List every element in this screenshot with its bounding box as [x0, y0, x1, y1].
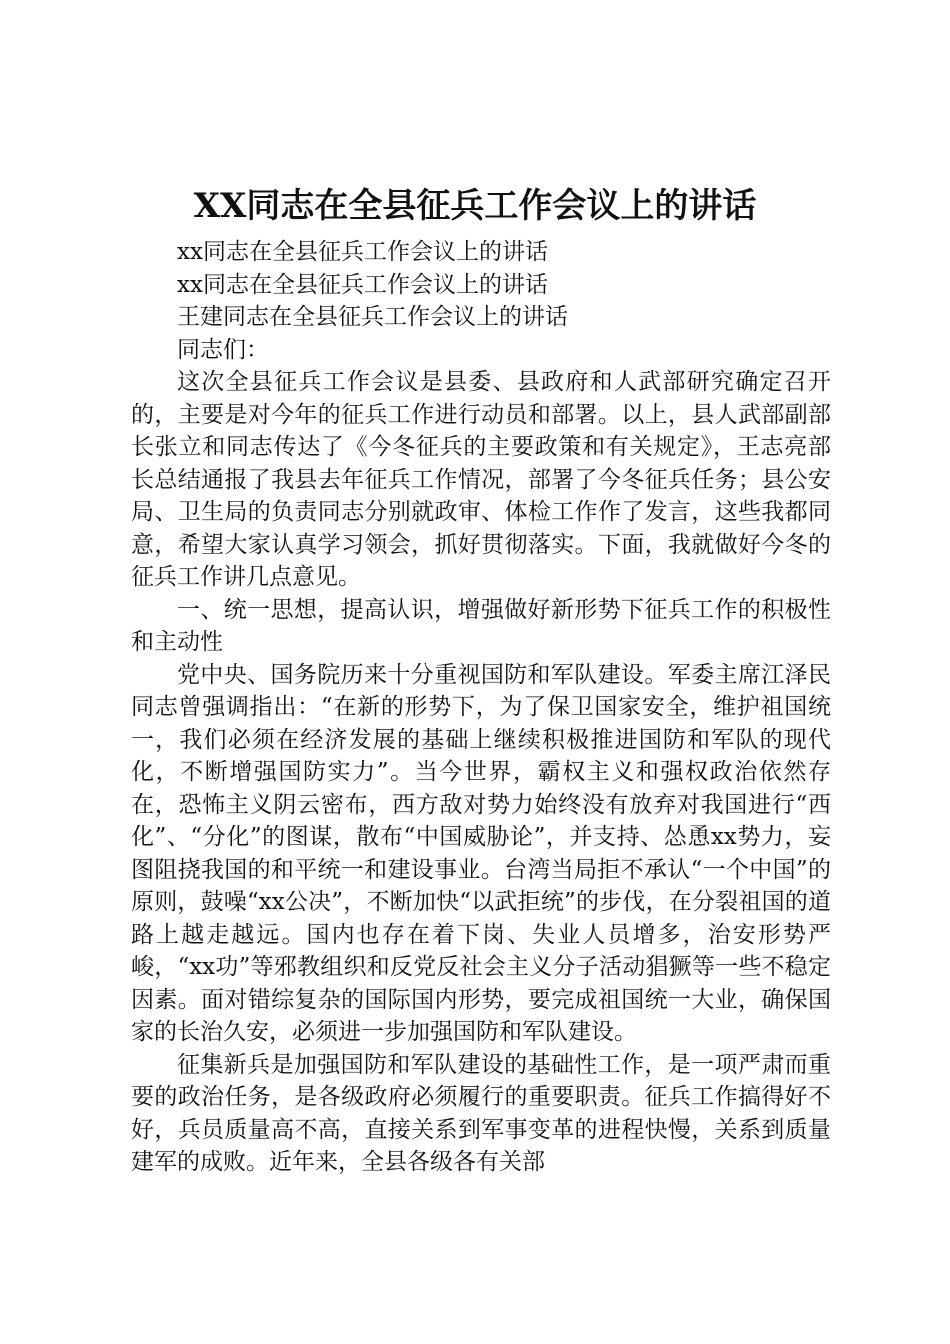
- salutation: 同志们：: [177, 336, 269, 363]
- document-body: [131, 236, 831, 1179]
- body-paragraph: 征集新兵是加强国防和军队建设的基础性工作，是一项严肃而重要的政治任务，是各级政府必须履行的重要职责。征兵工作搞得好不好，兵员质量高不高，直接关系到军事变革的进程快慢，关系到质量建军的成败。近年来，全县各级各有关部: [131, 1051, 831, 1175]
- subtitle-line: 王建同志在全县征兵工作会议上的讲话: [177, 304, 568, 330]
- body-paragraph: 党中央、国务院历来十分重视国防和军队建设。军委主席江泽民同志曾强调指出：“在新的形势下，为了保卫国家安全，维护祖国统一，我们必须在经济发展的基础上继续积极推进国防和军队的现代化，不断增强国防实力”。当今世界，霸权主义和强权政治依然存在，恐怖主义阴云密布，西方敌对势力始终没有放弃对我国进行“西化”、“分化”的图谋，散布“中国威胁论”，并支持、怂恿xx势力，妄图阻挠我国的和平统一和建设事业。台湾当局拒不承认“一个中国”的原则，鼓噪“xx公决”，不断加快“以武拒统”的步伐，在分裂祖国的道路上越走越远。国内也存在着下岗、失业人员增多，治安形势严峻，“xx功”等邪教组织和反党反社会主义分子活动猖獗等一些不稳定因素。面对错综复杂的国际国内形势，要完成祖国统一大业，确保国家的长治久安，必须进一步加强国防和军队建设。: [131, 661, 831, 1045]
- section-heading: 一、统一思想，提高认识，增强做好新形势下征兵工作的积极性和主动性: [131, 596, 831, 655]
- subtitle-line: xx同志在全县征兵工作会议上的讲话: [177, 239, 548, 265]
- subtitle-line: xx同志在全县征兵工作会议上的讲话: [177, 271, 548, 298]
- document-title: XX同志在全县征兵工作会议上的讲话: [193, 186, 757, 226]
- body-paragraph: 这次全县征兵工作会议是县委、县政府和人武部研究确定召开的，主要是对今年的征兵工作进行动员和部署。以上，县人武部副部长张立和同志传达了《今冬征兵的主要政策和有关规定》，王志亮部长总结通报了我县去年征兵工作情况，部署了今冬征兵任务；县公安局、卫生局的负责同志分别就政审、体检工作作了发言，这些我都同意，希望大家认真学习领会，抓好贯彻落实。下面，我就做好今冬的征兵工作讲几点意见。: [131, 369, 831, 590]
